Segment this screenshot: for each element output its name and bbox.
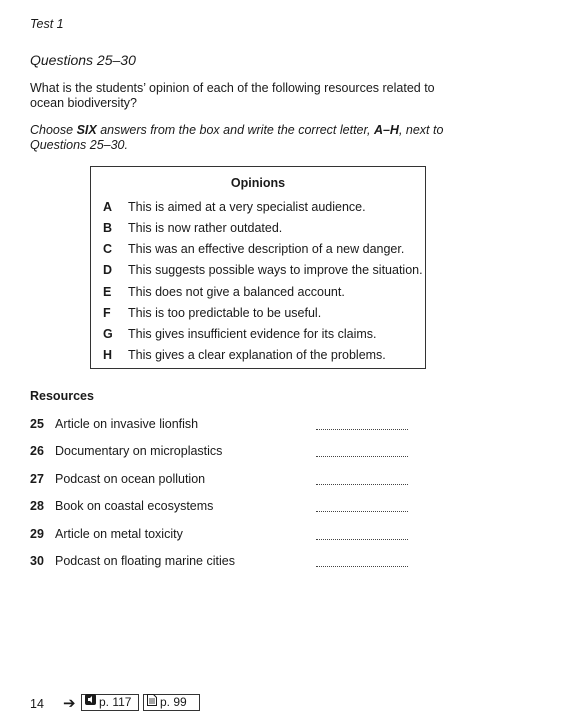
opinion-letter: E (103, 285, 112, 299)
audio-icon (85, 694, 96, 709)
resource-question (30, 472, 430, 488)
resource-text: Book on coastal ecosystems (55, 499, 214, 513)
opinion-letter: A (103, 200, 113, 214)
question-prompt: What is the students’ opinion of each of the following resources related to ocean biodiversity? (30, 81, 435, 110)
opinion-text: This suggests possible ways to improve the situation. (128, 263, 423, 277)
reference-text: p. 117 (99, 695, 132, 709)
resource-question (30, 417, 430, 433)
opinion-item (91, 221, 425, 237)
instruction-part: Choose (30, 123, 77, 137)
resource-text: Documentary on microplastics (55, 444, 223, 458)
answer-key-page-reference (143, 694, 200, 711)
opinion-text: This does not give a balanced account. (128, 285, 345, 299)
question-number: 26 (30, 444, 44, 458)
opinion-text: This gives a clear explanation of the problems. (128, 348, 386, 362)
question-number: 28 (30, 499, 44, 513)
opinion-item (91, 327, 425, 343)
opinion-letter: F (103, 306, 111, 320)
opinion-item (91, 285, 425, 301)
resource-text: Article on invasive lionfish (55, 417, 199, 431)
opinion-text: This gives insufficient evidence for its claims. (128, 327, 377, 341)
opinion-item (91, 306, 425, 322)
document-icon (147, 694, 157, 710)
opinion-text: This is too predictable to be useful. (128, 306, 322, 320)
opinion-item (91, 263, 425, 279)
resource-question (30, 554, 430, 570)
answer-blank[interactable] (316, 484, 408, 485)
instruction-part: , next to Questions 25–30. (30, 123, 444, 152)
page-header: Test 1 (30, 17, 64, 31)
opinion-item (91, 242, 425, 258)
resource-question (30, 444, 430, 460)
opinions-box (90, 166, 426, 369)
resource-text: Podcast on floating marine cities (55, 554, 235, 568)
answer-blank[interactable] (316, 511, 408, 512)
question-number: 30 (30, 554, 44, 568)
section-title: Questions 25–30 (30, 52, 136, 68)
opinion-item (91, 200, 425, 216)
audioscript-page-reference (81, 694, 139, 711)
instruction-emphasis: SIX (76, 123, 97, 137)
question-number: 29 (30, 527, 44, 541)
opinion-letter: D (103, 263, 113, 277)
arrow-icon: ➔ (63, 695, 76, 712)
page-number: 14 (30, 697, 44, 711)
opinions-heading: Opinions (230, 176, 286, 190)
resource-question (30, 499, 430, 515)
question-number: 27 (30, 472, 44, 486)
answer-blank[interactable] (316, 539, 408, 540)
instruction-text (30, 123, 450, 153)
opinion-text: This is aimed at a very specialist audience. (128, 200, 366, 214)
opinion-item (91, 348, 425, 364)
question-number: 25 (30, 417, 44, 431)
opinion-letter: H (103, 348, 113, 362)
resource-question (30, 527, 430, 543)
answer-blank[interactable] (316, 429, 408, 430)
opinion-letter: C (103, 242, 113, 256)
resource-text: Article on metal toxicity (55, 527, 183, 541)
answer-blank[interactable] (316, 566, 408, 567)
resources-heading: Resources (30, 389, 94, 403)
opinion-letter: G (103, 327, 113, 341)
opinion-text: This was an effective description of a new danger. (128, 242, 405, 256)
instruction-emphasis: A–H (373, 123, 399, 137)
instruction-part: answers from the box and write the correct letter, (96, 123, 374, 137)
answer-blank[interactable] (316, 456, 408, 457)
opinion-letter: B (103, 221, 113, 235)
reference-text: p. 99 (160, 695, 187, 709)
resource-text: Podcast on ocean pollution (55, 472, 206, 486)
opinion-text: This is now rather outdated. (128, 221, 283, 235)
